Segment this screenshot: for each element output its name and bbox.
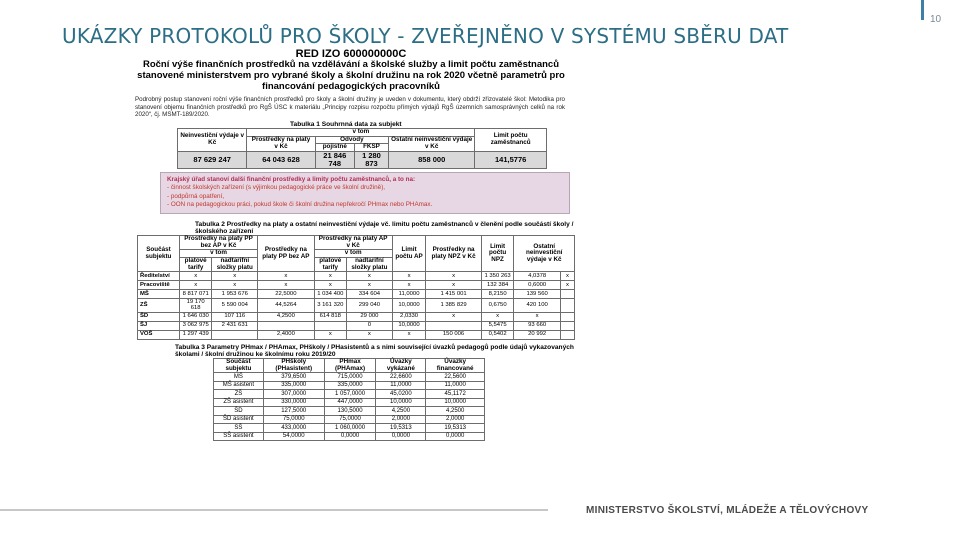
t2-cell: 2 431 631	[212, 321, 258, 330]
t3-cell: 75,0000	[263, 415, 324, 424]
t2-cell: 132 384	[481, 281, 514, 290]
table-row	[214, 373, 485, 382]
table-row	[138, 330, 575, 339]
notice-item: - OON na pedagogickou práci, pokud škole či školní družina nepřekročí PHmax nebo PHAmax.	[167, 201, 433, 209]
t3-cell: 54,0000	[263, 432, 324, 441]
t3-row-label: SŠ asistent	[214, 432, 264, 441]
footer-divider	[0, 509, 548, 511]
table2-caption: Tabulka 2 Prostředky na platy a ostatní neinvestiční výdaje vč. limitu počtu zaměstnanců v členění podle součástí školy / školského zařízení	[195, 220, 574, 235]
table-row	[214, 398, 485, 407]
t2-cell: 0	[347, 321, 393, 330]
t3-cell: 130,5000	[324, 407, 376, 416]
table-row	[214, 424, 485, 433]
t2-h-soucast: Součást subjektu	[138, 236, 180, 272]
t2-cell: 4,2500	[258, 312, 314, 321]
t3-h: Úvazky vykázané	[376, 359, 426, 373]
t2-cell: x	[392, 330, 426, 339]
t2-cell	[314, 321, 347, 330]
t2-cell: 3 161 320	[314, 299, 347, 312]
t3-cell: 0,0000	[426, 432, 485, 441]
t3-cell: 330,0000	[263, 398, 324, 407]
t3-cell: 2,0000	[426, 415, 485, 424]
t2-cell: x	[258, 281, 314, 290]
t3-h: Úvazky financované	[426, 359, 485, 373]
t2-cell: x	[426, 312, 481, 321]
table-row	[214, 390, 485, 399]
t1-value: 64 043 628	[247, 151, 315, 168]
t3-cell: 307,0000	[263, 390, 324, 399]
t2-cell: 3 062 975	[179, 321, 212, 330]
t3-h: PHmax (PHAmax)	[324, 359, 376, 373]
t2-cell: 2,0330	[392, 312, 426, 321]
t2-h-npz: Prostředky na platy NPZ v Kč	[426, 236, 481, 272]
t2-cell: 1 385 829	[426, 299, 481, 312]
t1-h-platy: Prostředky na platy v Kč	[247, 136, 315, 151]
t2-h-limit-npz: Limit počtu NPZ	[481, 236, 514, 272]
t3-row-label: SŠ	[214, 424, 264, 433]
t3-cell: 22,6600	[376, 373, 426, 382]
protocol-izo: RED IZO 600000000C	[295, 48, 407, 60]
t1-value: 1 280 873	[354, 151, 388, 168]
t2-cell: 0,5402	[481, 330, 514, 339]
t2-cell: 22,5000	[258, 290, 314, 299]
table-row	[138, 321, 575, 330]
table-row	[214, 407, 485, 416]
table3-body	[214, 373, 485, 441]
t3-cell: 4,2500	[376, 407, 426, 416]
t2-h-vtom: v tom	[179, 250, 257, 258]
table-row	[138, 290, 575, 299]
t2-cell	[560, 312, 574, 321]
t1-values-row	[178, 151, 547, 168]
t2-cell: 1 297 439	[179, 330, 212, 339]
table-row	[214, 432, 485, 441]
t2-cell	[560, 299, 574, 312]
t2-h-nadtarif2: nadtarifní složky platu	[347, 257, 393, 271]
t2-cell: x	[258, 272, 314, 281]
t2-cell	[560, 321, 574, 330]
table3-caption: Tabulka 3 Parametry PHmax / PHAmax, PHškoly / PHasistentů a s nimi související úvazků pedagogů podle údajů vykazovaných školami / školní družinou ke školnímu roku 2019/20	[175, 343, 574, 358]
t2-cell: 2,4000	[258, 330, 314, 339]
t3-h: Součást subjektu	[214, 359, 264, 373]
t2-cell: 614 818	[314, 312, 347, 321]
slide-title: UKÁZKY PROTOKOLŮ PRO ŠKOLY - ZVEŘEJNĚNO V SYSTÉMU SBĚRU DAT	[62, 24, 789, 48]
t1-value: 858 000	[389, 151, 475, 168]
protocol-document	[115, 48, 577, 441]
t3-cell: 0,0000	[376, 432, 426, 441]
t3-row-label: ŠD asistent	[214, 415, 264, 424]
t3-h: PHškoly (PHasistent)	[263, 359, 324, 373]
t2-cell: x	[179, 281, 212, 290]
t3-cell: 1 060,0000	[324, 424, 376, 433]
t2-row-label: ŠD	[138, 312, 180, 321]
t1-value: 87 629 247	[178, 151, 247, 168]
t2-h-vtom: v tom	[314, 250, 392, 258]
table2-body	[138, 272, 575, 339]
protocol-intro: Podrobný postup stanovení roční výše finančních prostředků pro školy a školní družiny je uveden v dokumentu, který obdrží zřizovatelé škol: Metodika pro stanovení objemu finančních prostředků pro RgŠ ÚSC k materiálu „Principy rozpisu rozpočtu přímých výdajů RgŠ územních samosprávných celků na rok 2020“, čj. MSMT-189/2020.	[135, 96, 565, 119]
t1-value: 21 846 748	[315, 151, 354, 168]
t1-h-odvody: Odvody	[315, 136, 388, 144]
t1-value: 141,5776	[475, 151, 547, 168]
t2-cell: x	[347, 272, 393, 281]
t2-cell: x	[314, 330, 347, 339]
t2-cell: 8 817 071	[179, 290, 212, 299]
t3-cell: 379,6500	[263, 373, 324, 382]
table-row	[138, 299, 575, 312]
t3-cell: 433,0000	[263, 424, 324, 433]
t2-cell: 0,6000	[514, 281, 560, 290]
t2-cell: 1 350 263	[481, 272, 514, 281]
t3-cell: 715,0000	[324, 373, 376, 382]
t2-cell: 150 006	[426, 330, 481, 339]
t2-cell	[560, 330, 574, 339]
t3-row-label: ZŠ asistent	[214, 398, 264, 407]
t1-h-limit: Limit počtu zaměstnanců	[475, 129, 547, 152]
page-number: 10	[930, 14, 942, 25]
t2-cell: 0,6750	[481, 299, 514, 312]
t2-cell: 29 000	[347, 312, 393, 321]
t2-h-nadtarif: nadtarifní složky platu	[212, 257, 258, 271]
t2-cell: x	[560, 281, 574, 290]
t2-cell: 139 560	[514, 290, 560, 299]
t2-cell	[426, 321, 481, 330]
t2-cell: x	[514, 312, 560, 321]
t2-cell	[258, 321, 314, 330]
t2-cell: 19 170 618	[179, 299, 212, 312]
t2-cell: 1 646 030	[179, 312, 212, 321]
t2-cell: x	[212, 281, 258, 290]
t2-cell: 20 992	[514, 330, 560, 339]
t2-cell: x	[179, 272, 212, 281]
t2-h-limit-ap: Limit počtu AP	[392, 236, 426, 272]
table-row	[138, 272, 575, 281]
t2-cell: x	[314, 272, 347, 281]
t3-cell: 19,5313	[376, 424, 426, 433]
table-row	[138, 312, 575, 321]
t3-cell: 447,0000	[324, 398, 376, 407]
t2-cell: x	[314, 281, 347, 290]
t2-row-label: ZŠ	[138, 299, 180, 312]
t2-cell: x	[347, 281, 393, 290]
t2-cell: x	[212, 272, 258, 281]
table1-caption: Tabulka 1 Souhrnná data za subjekt	[290, 120, 402, 128]
table3	[213, 358, 485, 441]
t2-row-label: VOŠ	[138, 330, 180, 339]
t2-cell: 107 116	[212, 312, 258, 321]
notice-item: - činnost školských zařízení (s výjimkou pedagogické práce ve školní družině),	[167, 184, 386, 192]
t2-row-label: Ředitelství	[138, 272, 180, 281]
table1	[177, 128, 547, 169]
t2-cell: x	[347, 330, 393, 339]
t2-cell: 334 604	[347, 290, 393, 299]
table-row	[214, 381, 485, 390]
t1-h-neinv: Neinvestiční výdaje v Kč	[178, 129, 247, 152]
t2-cell: 4,0378	[514, 272, 560, 281]
t3-cell: 11,0000	[376, 381, 426, 390]
t3-row-label: ZŠ	[214, 390, 264, 399]
notice-head: Krajský úřad stanoví další finanční prostředky a limity počtu zaměstnanců, a to na:	[167, 175, 416, 183]
t3-cell: 335,0000	[324, 381, 376, 390]
t2-cell: 299 040	[347, 299, 393, 312]
t2-cell: 5 590 004	[212, 299, 258, 312]
t3-cell: 75,0000	[324, 415, 376, 424]
t2-cell: x	[392, 272, 426, 281]
t1-h-pojistne: pojistné	[315, 144, 354, 152]
t3-cell: 2,0000	[376, 415, 426, 424]
t2-cell: 1 034 400	[314, 290, 347, 299]
t2-h-ap: Prostředky na platy AP v Kč	[314, 236, 392, 250]
t2-row-label: ŠJ	[138, 321, 180, 330]
t3-cell: 335,0000	[263, 381, 324, 390]
t2-cell: 1 415 001	[426, 290, 481, 299]
footer-ministry-name: MINISTERSTVO ŠKOLSTVÍ, MLÁDEŽE A TĚLOVÝCHOVY	[586, 505, 869, 516]
table2	[137, 235, 575, 339]
t2-cell: 44,5264	[258, 299, 314, 312]
notice-item: - podpůrná opatření,	[167, 192, 225, 200]
t2-cell: 10,0000	[392, 321, 426, 330]
t2-h-pp-short: Prostředky na platy PP bez AP	[258, 236, 314, 272]
t2-cell	[560, 290, 574, 299]
accent-bar	[921, 0, 924, 20]
t2-row-label: Pracoviště	[138, 281, 180, 290]
t2-h-tarify: platové tarify	[179, 257, 212, 271]
t3-row-label: MŠ	[214, 373, 264, 382]
t2-h-ostatni: Ostatní neinvestiční výdaje v Kč	[514, 236, 575, 272]
t3-cell: 22,5600	[426, 373, 485, 382]
t2-row-label: MŠ	[138, 290, 180, 299]
t3-cell: 1 057,0000	[324, 390, 376, 399]
t2-cell: 8,2150	[481, 290, 514, 299]
t3-cell: 19,5313	[426, 424, 485, 433]
t3-cell: 10,0000	[426, 398, 485, 407]
t3-row-label: ŠD	[214, 407, 264, 416]
t3-cell: 10,0000	[376, 398, 426, 407]
t2-cell: x	[426, 272, 481, 281]
table-row	[138, 281, 575, 290]
t3-row-label: MŠ asistent	[214, 381, 264, 390]
t2-cell: 1 953 676	[212, 290, 258, 299]
protocol-heading: Roční výše finančních prostředků na vzdělávání a školské služby a limit počtu zaměstnanců stanovené ministerstvem pro vybrané školy a školní družinu na rok 2020 včetně parametrů pro financování pedagogických pracovníků	[137, 59, 565, 92]
protocol-header	[125, 48, 577, 92]
notice-box	[160, 172, 570, 214]
t2-cell	[212, 330, 258, 339]
t2-cell: 11,0000	[392, 290, 426, 299]
t3-cell: 0,0000	[324, 432, 376, 441]
t2-cell: 93 660	[514, 321, 560, 330]
t2-cell: 10,0000	[392, 299, 426, 312]
t3-cell: 45,0200	[376, 390, 426, 399]
t3-cell: 4,2500	[426, 407, 485, 416]
t2-cell: 420 100	[514, 299, 560, 312]
t3-cell: 11,0000	[426, 381, 485, 390]
t1-h-fksp: FKSP	[354, 144, 388, 152]
t2-cell: x	[426, 281, 481, 290]
t3-cell: 127,5000	[263, 407, 324, 416]
t1-h-vtom: v tom	[247, 129, 475, 137]
table-row	[214, 415, 485, 424]
t3-cell: 45,1172	[426, 390, 485, 399]
t2-cell: x	[481, 312, 514, 321]
t2-cell: x	[560, 272, 574, 281]
t2-h-tarify2: platové tarify	[314, 257, 347, 271]
t1-h-ostatni: Ostatní neinvestiční výdaje v Kč	[389, 136, 475, 151]
t2-h-pp: Prostředky na platy PP bez AP v Kč	[179, 236, 257, 250]
t2-cell: 5,5475	[481, 321, 514, 330]
t2-cell: x	[392, 281, 426, 290]
